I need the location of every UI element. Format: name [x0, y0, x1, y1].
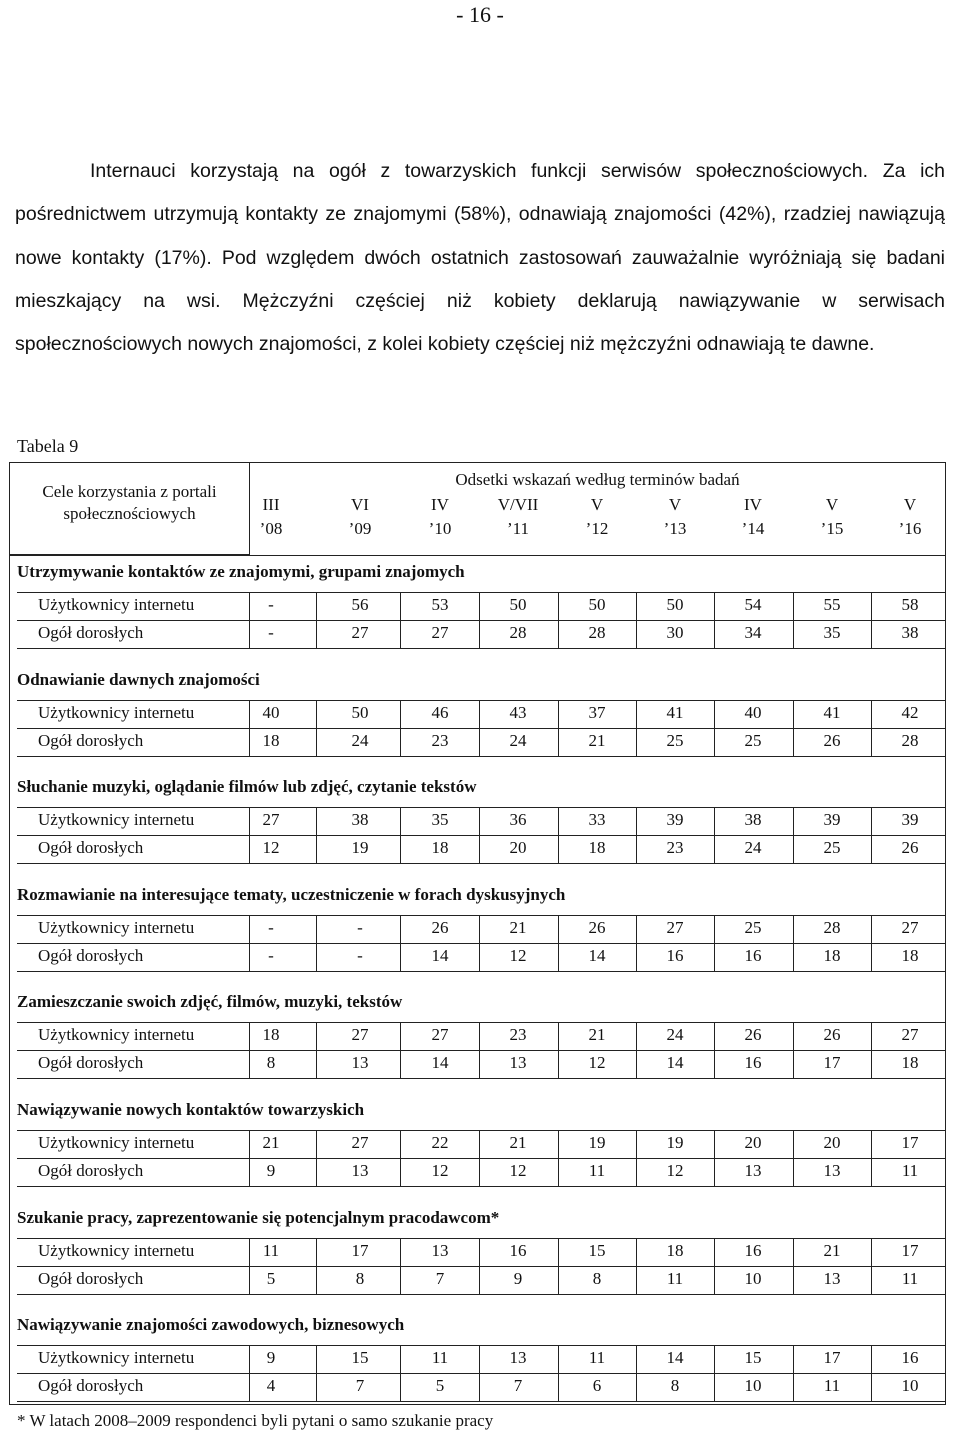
- row-label: Ogół dorosłych: [38, 1161, 144, 1180]
- table-cell: 11: [666, 1268, 684, 1288]
- section-title: Nawiązywanie nowych kontaktów towarzyskich: [17, 1100, 365, 1119]
- table-cell: 41: [823, 702, 841, 722]
- table-row: [10, 943, 945, 971]
- table-cell: 26: [431, 917, 449, 937]
- table-cell: -: [357, 917, 363, 937]
- data-table: [9, 462, 946, 1405]
- table-cell: 27: [666, 917, 684, 937]
- table-cell: 7: [435, 1268, 445, 1288]
- table-cell: 16: [744, 1053, 762, 1073]
- table-cell: 12: [262, 838, 280, 858]
- table-cell: 19: [666, 1133, 684, 1152]
- table-cell: 26: [823, 1025, 841, 1045]
- table-cell: 6: [592, 1376, 602, 1396]
- table-cell: 15: [588, 1240, 606, 1260]
- table-cell: 9: [266, 1161, 276, 1180]
- row-label: Ogół dorosłych: [38, 1376, 144, 1396]
- table-cell: 27: [431, 1025, 449, 1045]
- table-cell: 8: [670, 1376, 680, 1396]
- table-cell: 5: [435, 1376, 445, 1396]
- table-cell: 16: [901, 1348, 919, 1368]
- column-header-month: V: [903, 495, 917, 514]
- table-cell: 12: [509, 945, 527, 965]
- table-cell: 21: [509, 917, 527, 937]
- row-label: Użytkownicy internetu: [38, 1133, 195, 1152]
- table-row: [10, 1238, 945, 1266]
- table-cell: -: [268, 595, 274, 614]
- table-cell: 18: [823, 945, 841, 965]
- table-cell: 12: [431, 1161, 449, 1180]
- table-cell: 28: [823, 917, 841, 937]
- table-cell: 39: [823, 810, 841, 830]
- table-cell: 11: [431, 1348, 449, 1368]
- table-cell: 22: [431, 1133, 449, 1152]
- column-header-year: ’15: [820, 519, 844, 538]
- row-label: Użytkownicy internetu: [38, 595, 195, 614]
- table-cell: 18: [666, 1240, 684, 1260]
- table-cell: 35: [431, 810, 449, 830]
- table-cell: 9: [266, 1348, 276, 1368]
- column-header-month: V: [590, 495, 604, 514]
- table-cell: 46: [431, 702, 449, 722]
- table-cell: 16: [509, 1240, 527, 1260]
- row-label: Ogół dorosłych: [38, 1053, 144, 1073]
- table-cell: 26: [588, 917, 606, 937]
- table-cell: 28: [509, 623, 527, 642]
- table-cell: 35: [823, 623, 841, 642]
- table-cell: 54: [744, 595, 762, 614]
- row-label: Ogół dorosłych: [38, 1268, 144, 1288]
- row-label: Ogół dorosłych: [38, 945, 144, 965]
- table-cell: 17: [901, 1133, 919, 1152]
- table-row: [10, 700, 945, 728]
- table-cell: 13: [509, 1348, 527, 1368]
- table-cell: 21: [509, 1133, 527, 1152]
- table-row: [10, 1345, 945, 1373]
- table-cell: 17: [901, 1240, 919, 1260]
- table-cell: 21: [588, 730, 606, 750]
- row-label: Użytkownicy internetu: [38, 1348, 195, 1368]
- table-row: [10, 728, 945, 756]
- row-label: Ogół dorosłych: [38, 623, 144, 642]
- table-cell: 38: [901, 623, 919, 642]
- table-cell: 13: [351, 1053, 369, 1073]
- table-cell: -: [268, 945, 274, 965]
- table-cell: 50: [666, 595, 684, 614]
- column-header-month: VI: [351, 495, 369, 514]
- table-row: [10, 915, 945, 943]
- row-divider: [17, 1294, 945, 1295]
- table-cell: 23: [431, 730, 449, 750]
- table-cell: 17: [351, 1240, 369, 1260]
- table-cell: 13: [744, 1161, 762, 1180]
- column-header-year: ’08: [259, 519, 283, 538]
- table-cell: 13: [509, 1053, 527, 1073]
- table-row: [10, 807, 945, 835]
- table-cell: 33: [588, 810, 606, 830]
- column-header-2: [321, 493, 399, 541]
- column-header-4: [479, 493, 557, 541]
- table-cell: 18: [901, 945, 919, 965]
- table-cell: 37: [588, 702, 606, 722]
- table-cell: 12: [666, 1161, 684, 1180]
- intro-paragraph: Internauci korzystają na ogół z towarzyskich funkcji serwisów społecznościowych. Za ich pośrednictwem utrzymują kontakty ze znajomymi (58%), odnawiają znajomości (42%), rzadziej nawiązują nowe kontakty (17%). Pod względem dwóch ostatnich zastosowań zauważalnie wyróżniają się badani mieszkający na wsi. Mężczyźni częściej niż kobiety deklarują nawiązywanie w serwisach społecznościowych nowych znajomości, z kolei kobiety częściej niż mężczyźni odnawiają te dawne.: [15, 160, 945, 356]
- table-cell: 39: [666, 810, 684, 830]
- table-row: [10, 1158, 945, 1186]
- column-header-8: [793, 493, 871, 541]
- table-row: [10, 1022, 945, 1050]
- table-cell: 14: [666, 1348, 684, 1368]
- table-cell: 36: [509, 810, 527, 830]
- table-cell: 19: [351, 838, 369, 858]
- row-label: Użytkownicy internetu: [38, 917, 195, 937]
- table-cell: 14: [431, 945, 449, 965]
- table-cell: 20: [823, 1133, 841, 1152]
- table-cell: 26: [823, 730, 841, 750]
- table-row: [10, 1050, 945, 1078]
- row-divider: [17, 756, 945, 757]
- table-cell: 25: [823, 838, 841, 858]
- table-cell: 27: [351, 623, 369, 642]
- table-cell: 27: [351, 1133, 369, 1152]
- table-cell: 16: [744, 945, 762, 965]
- table-row: [10, 1266, 945, 1294]
- table-cell: 13: [351, 1161, 369, 1180]
- table-cell: 18: [588, 838, 606, 858]
- table-cell: 17: [823, 1348, 841, 1368]
- table-cell: 50: [588, 595, 606, 614]
- period-span-header: Odsetki wskazań według terminów badań: [455, 470, 740, 489]
- table-cell: 27: [351, 1025, 369, 1045]
- table-cell: -: [268, 917, 274, 937]
- table-row: [10, 1130, 945, 1158]
- table-row: [10, 835, 945, 863]
- row-divider: [17, 1186, 945, 1187]
- table-cell: 18: [262, 1025, 280, 1045]
- table-cell: 50: [509, 595, 527, 614]
- table-cell: 10: [744, 1268, 762, 1288]
- table-cell: 7: [355, 1376, 365, 1396]
- table-cell: 11: [588, 1348, 606, 1368]
- table-cell: 7: [513, 1376, 523, 1396]
- table-cell: 27: [262, 810, 280, 830]
- page-number: - 16 -: [456, 2, 504, 27]
- row-label: Użytkownicy internetu: [38, 702, 195, 722]
- table-cell: 39: [901, 810, 919, 830]
- table-cell: 21: [262, 1133, 280, 1152]
- table-cell: 25: [666, 730, 684, 750]
- table-cell: 8: [592, 1268, 602, 1288]
- table-cell: 26: [901, 838, 919, 858]
- table-cell: 18: [431, 838, 449, 858]
- table-cell: 12: [509, 1161, 527, 1180]
- row-label: Ogół dorosłych: [38, 730, 144, 750]
- column-header-month: III: [262, 495, 280, 514]
- row-label: Ogół dorosłych: [38, 838, 144, 858]
- table-cell: 53: [431, 595, 449, 614]
- column-header-month: IV: [431, 495, 449, 514]
- table-cell: 25: [744, 917, 762, 937]
- column-header-year: ’11: [506, 519, 530, 538]
- table-cell: 34: [744, 623, 762, 642]
- table-cell: 38: [744, 810, 762, 830]
- first-column-header: [10, 463, 250, 555]
- first-column-header-line-1: Cele korzystania z portali: [42, 482, 217, 501]
- table-cell: 28: [901, 730, 919, 750]
- table-cell: -: [268, 623, 274, 642]
- table-cell: 26: [744, 1025, 762, 1045]
- section-title: Utrzymywanie kontaktów ze znajomymi, grupami znajomych: [17, 562, 465, 581]
- table-cell: 20: [744, 1133, 762, 1152]
- table-cell: 24: [509, 730, 527, 750]
- table-cell: 14: [666, 1053, 684, 1073]
- table-cell: 40: [262, 702, 280, 722]
- table-cell: 56: [351, 595, 369, 614]
- first-column-header-line-2: społecznościowych: [63, 504, 196, 523]
- section-title: Szukanie pracy, zaprezentowanie się potencjalnym pracodawcom*: [17, 1207, 500, 1227]
- table-cell: 19: [588, 1133, 606, 1152]
- table-cell: 28: [588, 623, 606, 642]
- table-cell: 24: [351, 730, 369, 750]
- column-header-9: [871, 493, 949, 541]
- table-cell: 15: [744, 1348, 762, 1368]
- column-header-year: ’16: [898, 519, 922, 538]
- table-cell: -: [357, 945, 363, 965]
- table-cell: 20: [509, 838, 527, 858]
- table-cell: 55: [823, 595, 841, 614]
- row-divider: [17, 971, 945, 972]
- table-cell: 18: [901, 1053, 919, 1073]
- column-header-month: V/VII: [497, 495, 539, 514]
- column-header-month: V: [825, 495, 839, 514]
- table-cell: 10: [744, 1376, 762, 1396]
- table-cell: 27: [901, 917, 919, 937]
- table-caption: Tabela 9: [17, 436, 79, 456]
- table-cell: 50: [351, 702, 369, 722]
- table-cell: 11: [588, 1161, 606, 1180]
- table-cell: 11: [823, 1376, 841, 1396]
- column-header-1: [232, 493, 310, 541]
- table-cell: 41: [666, 702, 684, 722]
- table-cell: 9: [513, 1268, 523, 1288]
- column-header-6: [636, 493, 714, 541]
- table-cell: 13: [823, 1268, 841, 1288]
- table-cell: 13: [823, 1161, 841, 1180]
- table-cell: 40: [744, 702, 762, 722]
- section-title: Odnawianie dawnych znajomości: [17, 669, 260, 689]
- table-cell: 5: [266, 1268, 276, 1288]
- table-cell: 11: [262, 1240, 280, 1260]
- table-cell: 16: [666, 945, 684, 965]
- table-cell: 21: [823, 1240, 841, 1260]
- column-header-year: ’09: [348, 519, 372, 538]
- row-label: Użytkownicy internetu: [38, 1240, 195, 1260]
- table-cell: 16: [744, 1240, 762, 1260]
- row-divider: [17, 1078, 945, 1079]
- table-cell: 58: [901, 595, 919, 614]
- table-cell: 14: [588, 945, 606, 965]
- table-cell: 12: [588, 1053, 606, 1073]
- table-footnote: * W latach 2008–2009 respondenci byli pytani o samo szukanie pracy: [17, 1411, 494, 1430]
- table-cell: 38: [351, 810, 369, 830]
- section-title: Nawiązywanie znajomości zawodowych, biznesowych: [17, 1315, 405, 1335]
- column-header-5: [558, 493, 636, 541]
- table-cell: 27: [431, 623, 449, 642]
- table-row: [10, 620, 945, 648]
- table-cell: 18: [262, 730, 280, 750]
- table-cell: 8: [266, 1053, 276, 1073]
- column-header-month: IV: [744, 495, 762, 514]
- column-header-year: ’12: [585, 519, 609, 538]
- table-cell: 24: [744, 838, 762, 858]
- table-cell: 11: [901, 1161, 919, 1180]
- table-cell: 27: [901, 1025, 919, 1045]
- section-title: Słuchanie muzyki, oglądanie filmów lub zdjęć, czytanie tekstów: [17, 777, 477, 797]
- section-title: Rozmawianie na interesujące tematy, uczestniczenie w forach dyskusyjnych: [17, 884, 566, 904]
- table-cell: 10: [901, 1376, 919, 1396]
- table-cell: 13: [431, 1240, 449, 1260]
- table-row: [10, 592, 945, 620]
- column-header-year: ’13: [663, 519, 687, 538]
- table-cell: 25: [744, 730, 762, 750]
- row-divider: [17, 1401, 945, 1402]
- row-divider: [17, 648, 945, 649]
- column-header-7: [714, 493, 792, 541]
- header-divider: [10, 555, 945, 556]
- table-cell: 17: [823, 1053, 841, 1073]
- column-header-month: V: [668, 495, 682, 514]
- table-cell: 4: [266, 1376, 276, 1396]
- table-cell: 15: [351, 1348, 369, 1368]
- table-cell: 24: [666, 1025, 684, 1045]
- table-cell: 23: [509, 1025, 527, 1045]
- row-label: Użytkownicy internetu: [38, 1025, 195, 1045]
- row-label: Użytkownicy internetu: [38, 810, 195, 830]
- table-cell: 21: [588, 1025, 606, 1045]
- column-header-year: ’14: [741, 519, 765, 538]
- table-row: [10, 1373, 945, 1401]
- table-cell: 14: [431, 1053, 449, 1073]
- column-header-year: ’10: [428, 519, 452, 538]
- table-cell: 11: [901, 1268, 919, 1288]
- table-cell: 8: [355, 1268, 365, 1288]
- table-cell: 43: [509, 702, 527, 722]
- table-cell: 30: [666, 623, 684, 642]
- row-divider: [17, 863, 945, 864]
- section-title: Zamieszczanie swoich zdjęć, filmów, muzyki, tekstów: [17, 992, 403, 1012]
- column-header-3: [401, 493, 479, 541]
- table-cell: 42: [901, 702, 919, 722]
- table-cell: 23: [666, 838, 684, 858]
